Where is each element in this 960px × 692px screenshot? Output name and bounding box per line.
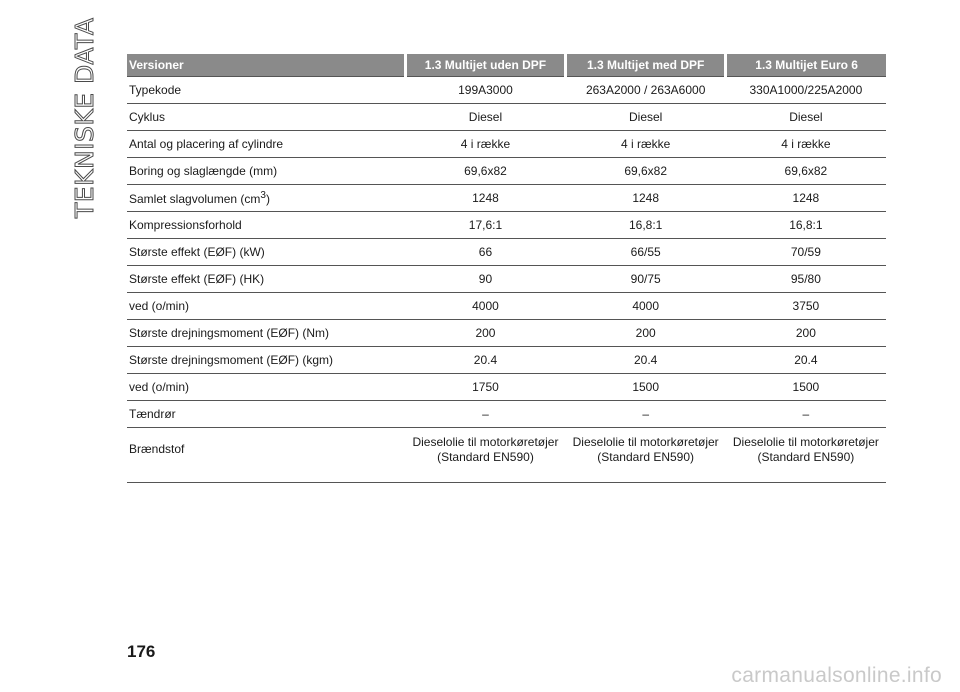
table-cell: 1500 xyxy=(566,374,726,401)
table-row xyxy=(127,293,886,320)
column-header-without-dpf: 1.3 Multijet uden DPF xyxy=(405,54,565,77)
table-cell: 1750 xyxy=(405,374,565,401)
row-label xyxy=(127,185,405,212)
table-cell: 69,6x82 xyxy=(405,158,565,185)
fuel-name: Dieselolie til motorkøretøjer xyxy=(732,435,879,449)
table-cell: 66 xyxy=(405,239,565,266)
section-title: TEKNISKE DATA xyxy=(70,17,99,218)
table-cell: 4 i række xyxy=(566,131,726,158)
table-cell: 1248 xyxy=(726,185,886,212)
fuel-standard: (Standard EN590) xyxy=(597,450,695,464)
table-cell: 200 xyxy=(405,320,565,347)
table-row xyxy=(127,320,886,347)
table-cell: 70/59 xyxy=(726,239,886,266)
table-cell: 4000 xyxy=(405,293,565,320)
table-cell: 90/75 xyxy=(566,266,726,293)
watermark: carmanualsonline.info xyxy=(731,664,942,687)
table-header-row xyxy=(127,54,886,77)
table-cell: 69,6x82 xyxy=(726,158,886,185)
table-cell xyxy=(566,428,726,483)
table-cell: 69,6x82 xyxy=(566,158,726,185)
table-cell: 90 xyxy=(405,266,565,293)
table-row xyxy=(127,266,886,293)
row-label: Tændrør xyxy=(127,401,405,428)
table-cell: 16,8:1 xyxy=(726,212,886,239)
row-label-text: Samlet slagvolumen (cm xyxy=(129,192,261,206)
table-cell: Diesel xyxy=(726,104,886,131)
table-cell: 20.4 xyxy=(405,347,565,374)
row-label: Antal og placering af cylindre xyxy=(127,131,405,158)
table-row xyxy=(127,212,886,239)
table-row xyxy=(127,158,886,185)
row-label: Største drejningsmoment (EØF) (Nm) xyxy=(127,320,405,347)
table-cell: 199A3000 xyxy=(405,77,565,104)
table-cell: 17,6:1 xyxy=(405,212,565,239)
fuel-standard: (Standard EN590) xyxy=(437,450,534,464)
table-cell: 16,8:1 xyxy=(566,212,726,239)
fuel-standard: (Standard EN590) xyxy=(757,450,855,464)
table-cell: 330A1000/225A2000 xyxy=(726,77,886,104)
row-label: Boring og slaglængde (mm) xyxy=(127,158,405,185)
table-row xyxy=(127,185,886,212)
page-number: 176 xyxy=(127,642,156,661)
row-label: ved (o/min) xyxy=(127,374,405,401)
table-row xyxy=(127,131,886,158)
table-cell: 1500 xyxy=(726,374,886,401)
row-label: Kompressionsforhold xyxy=(127,212,405,239)
column-header-versions: Versioner xyxy=(127,54,405,77)
table-cell: 4000 xyxy=(566,293,726,320)
table-cell: – xyxy=(726,401,886,428)
table-cell: 3750 xyxy=(726,293,886,320)
table-cell xyxy=(726,428,886,483)
row-label: Største effekt (EØF) (kW) xyxy=(127,239,405,266)
engine-spec-table xyxy=(127,54,886,483)
fuel-name: Dieselolie til motorkøretøjer xyxy=(572,435,719,449)
table-row xyxy=(127,347,886,374)
table-cell: 20.4 xyxy=(566,347,726,374)
table-cell: 4 i række xyxy=(405,131,565,158)
column-header-euro6: 1.3 Multijet Euro 6 xyxy=(726,54,886,77)
table-cell: 1248 xyxy=(405,185,565,212)
table-row xyxy=(127,77,886,104)
fuel-name: Dieselolie til motorkøretøjer xyxy=(412,435,559,449)
table-row xyxy=(127,104,886,131)
table-cell: 1248 xyxy=(566,185,726,212)
table-cell: 200 xyxy=(566,320,726,347)
table-cell: 95/80 xyxy=(726,266,886,293)
table-cell: – xyxy=(405,401,565,428)
table-row xyxy=(127,374,886,401)
table-cell: 200 xyxy=(726,320,886,347)
table-cell: Diesel xyxy=(405,104,565,131)
row-label: Typekode xyxy=(127,77,405,104)
table-cell: 20.4 xyxy=(726,347,886,374)
table-cell: 66/55 xyxy=(566,239,726,266)
table-row xyxy=(127,401,886,428)
table-row xyxy=(127,239,886,266)
row-label-suffix: ) xyxy=(265,192,270,206)
row-label: ved (o/min) xyxy=(127,293,405,320)
row-label: Cyklus xyxy=(127,104,405,131)
superscript-3: 3 xyxy=(260,190,266,201)
table-cell: 263A2000 / 263A6000 xyxy=(566,77,726,104)
table-cell: Diesel xyxy=(566,104,726,131)
row-label: Brændstof xyxy=(127,428,405,483)
row-label: Største drejningsmoment (EØF) (kgm) xyxy=(127,347,405,374)
row-label: Største effekt (EØF) (HK) xyxy=(127,266,405,293)
table-cell: 4 i række xyxy=(726,131,886,158)
table-cell xyxy=(405,428,565,483)
table-cell: – xyxy=(566,401,726,428)
column-header-with-dpf: 1.3 Multijet med DPF xyxy=(566,54,726,77)
table-row xyxy=(127,428,886,483)
